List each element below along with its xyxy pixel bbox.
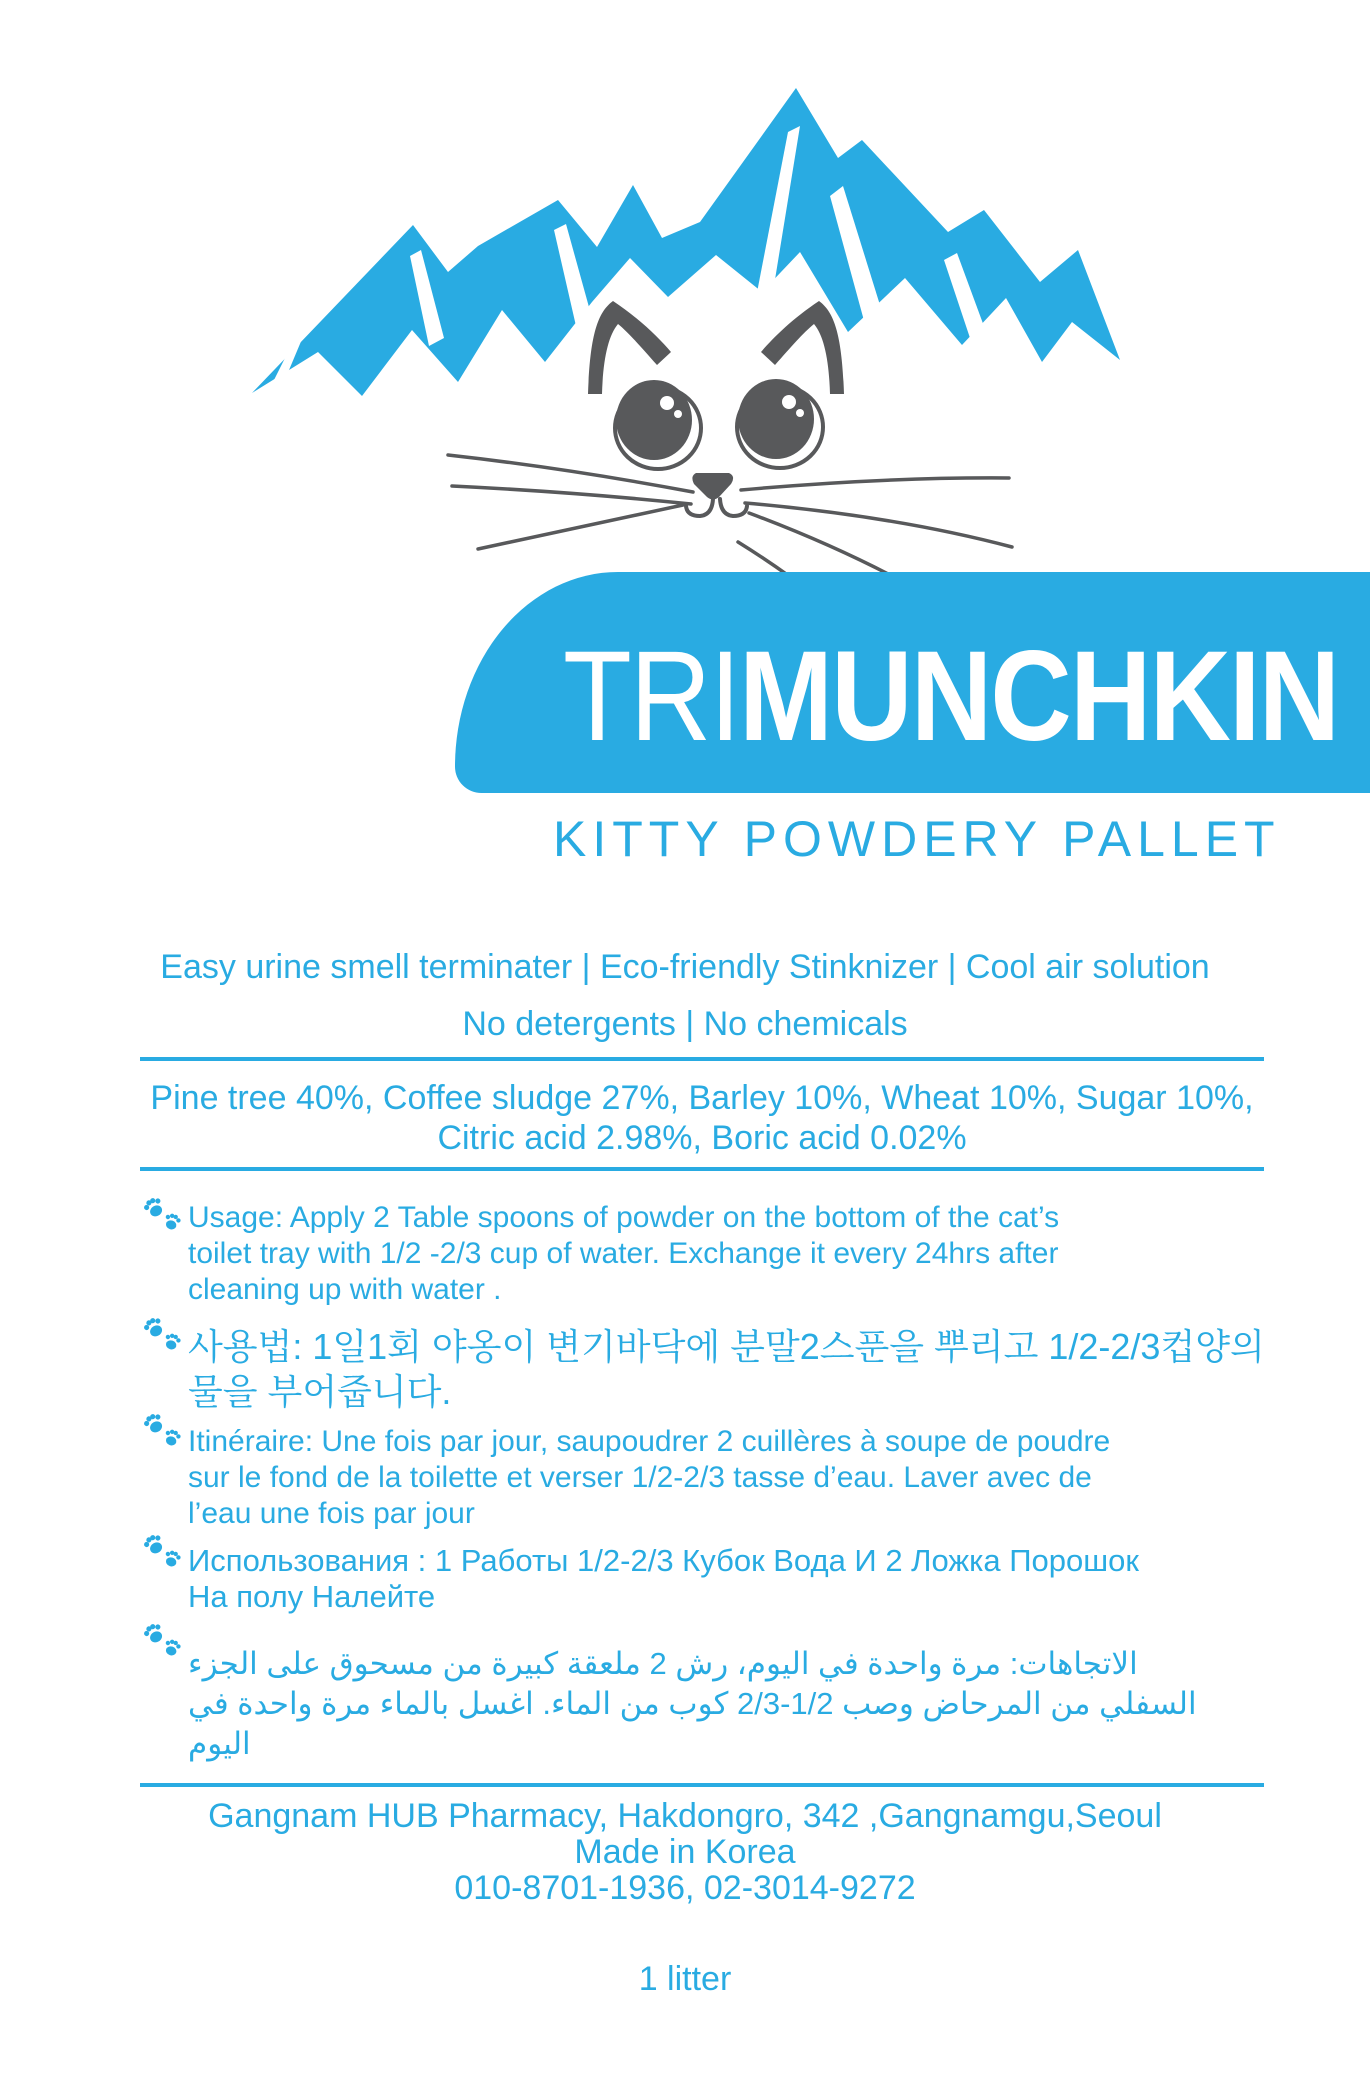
divider-top: [140, 1057, 1264, 1061]
usage-russian-line-2: На полу Налейте: [188, 1579, 436, 1614]
usage-korean-line-1: 사용법: 1일1회 야옹이 변기바닥에 분말2스푼을 뿌리고 1/2-2/3컵양의: [188, 1326, 1265, 1367]
tagline-benefits: Easy urine smell terminater | Eco-friendly Stinknizer | Cool air solution: [160, 948, 1210, 986]
usage-english: [188, 1200, 1288, 1308]
usage-french-line-3: l’eau une fois par jour: [188, 1497, 475, 1530]
usage-russian: [188, 1543, 1288, 1615]
paw-prints-icon: [142, 1194, 184, 1232]
paw-prints-icon: [142, 1314, 184, 1352]
usage-english-line-2: toilet tray with 1/2 -2/3 cup of water. Exchange it every 24hrs after: [188, 1237, 1059, 1270]
usage-russian-line-1: Использования : 1 Работы 1/2-2/3 Кубок Вода И 2 Ложка Порошок: [188, 1543, 1139, 1578]
ingredients-list: [140, 1078, 1264, 1158]
usage-french-line-2: sur le fond de la toilette et verser 1/2-2/3 tasse d’eau. Laver avec de: [188, 1461, 1092, 1494]
brand-name-thin: TRI: [563, 625, 740, 768]
brand-name-bold: MUNCHKIN: [739, 625, 1339, 768]
paw-prints-icon: [142, 1410, 184, 1448]
product-subtitle: KITTY POWDERY PALLET: [553, 811, 1281, 867]
tagline-no-chemicals: No detergents | No chemicals: [462, 1005, 908, 1043]
usage-korean-line-2: 물을 부어줍니다.: [188, 1371, 452, 1412]
usage-english-line-1: Usage: Apply 2 Table spoons of powder on the bottom of the cat’s: [188, 1201, 1060, 1234]
paw-prints-icon: [142, 1531, 184, 1569]
divider-middle: [140, 1167, 1264, 1171]
usage-arabic: [188, 1644, 1288, 1764]
usage-french: [188, 1424, 1288, 1532]
divider-bottom: [140, 1783, 1264, 1787]
brand-name: [563, 623, 1338, 770]
usage-french-line-1: Itinéraire: Une fois par jour, saupoudrer 2 cuillères à soupe de poudre: [188, 1425, 1111, 1458]
usage-english-line-3: cleaning up with water .: [188, 1273, 502, 1306]
usage-arabic-line-2: السفلي من المرحاض وصب 1/2-2/3 كوب من الماء. اغسل بالماء مرة واحدة في: [188, 1686, 1197, 1721]
footer-contact: [0, 1798, 1370, 1906]
usage-korean: [188, 1324, 1288, 1414]
usage-arabic-line-3: اليوم: [188, 1726, 251, 1761]
brand-banner: [455, 572, 1370, 793]
footer-address: Gangnam HUB Pharmacy, Hakdongro, 342 ,Gangnamgu,Seoul: [208, 1797, 1162, 1835]
footer-origin: Made in Korea: [574, 1833, 796, 1871]
volume-label: 1 litter: [638, 1960, 732, 1998]
ingredients-line-1: Pine tree 40%, Coffee sludge 27%, Barley 10%, Wheat 10%, Sugar 10%,: [150, 1079, 1254, 1117]
paw-prints-icon: [142, 1620, 184, 1658]
usage-arabic-line-1: الاتجاهات: مرة واحدة في اليوم، رش 2 ملعقة كبيرة من مسحوق على الجزء: [188, 1646, 1138, 1681]
footer-phones: 010-8701-1936, 02-3014-9272: [454, 1869, 916, 1907]
ingredients-line-2: Citric acid 2.98%, Boric acid 0.02%: [437, 1119, 967, 1157]
